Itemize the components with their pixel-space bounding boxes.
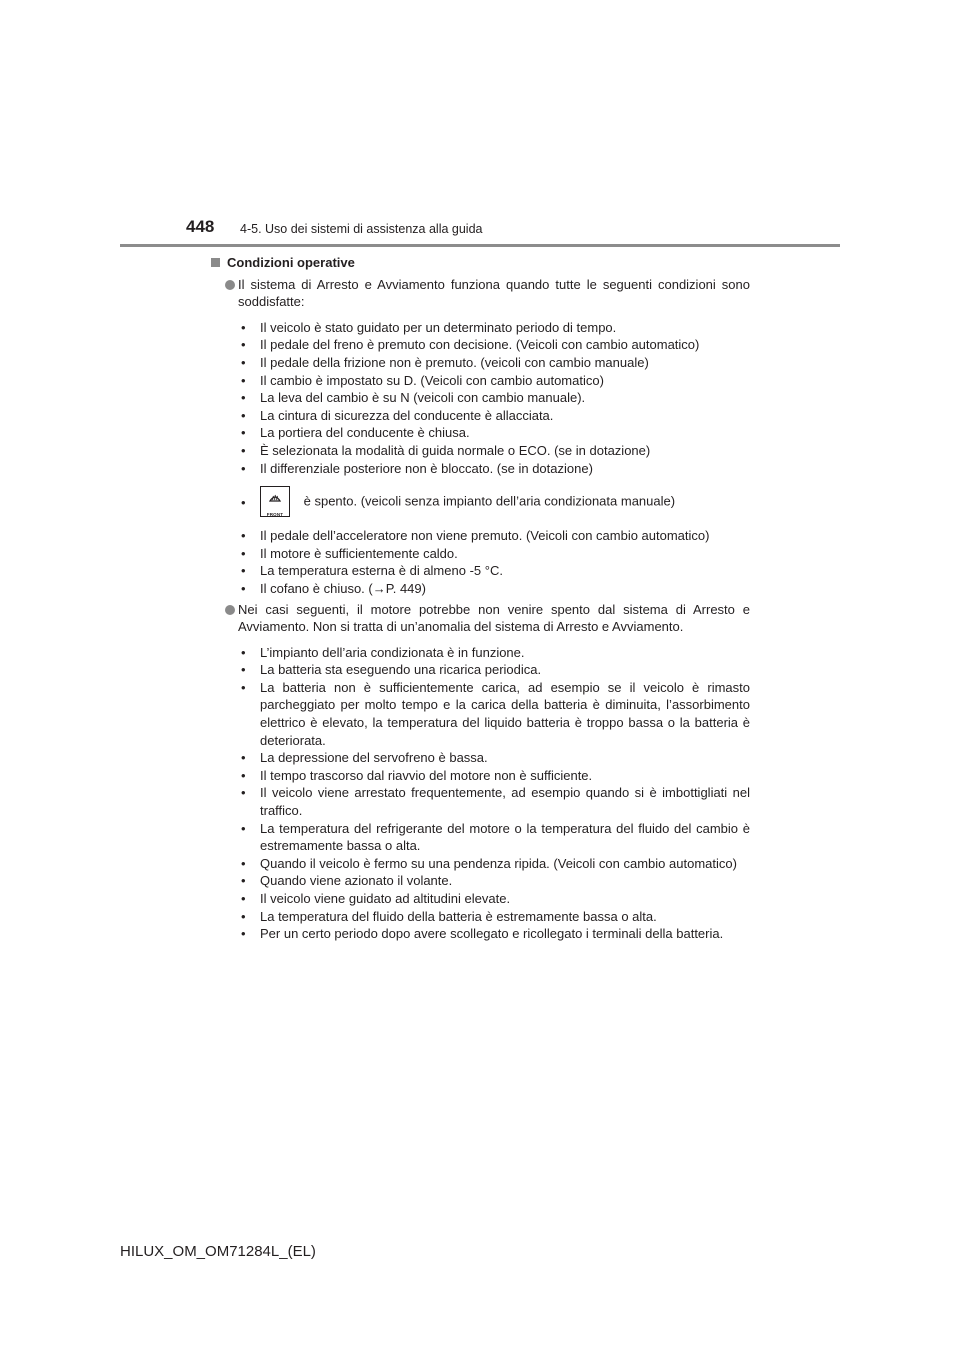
list-item: • Quando il veicolo è fermo su una pendenza ripida. (Veicoli con cambio automatico) — [241, 855, 737, 871]
list-item: • Il cofano è chiuso. (→P. 449) — [241, 580, 426, 596]
list-item: • Il veicolo è stato guidato per un determinato periodo di tempo. — [241, 319, 617, 335]
list-item: • Il pedale del freno è premuto con decisione. (Veicoli con cambio automatico) — [241, 337, 700, 353]
list-item: • La temperatura del fluido della batteria è estremamente bassa o alta. — [241, 908, 657, 924]
heading-text: Condizioni operative — [227, 255, 355, 270]
list-item: • La leva del cambio è su N (veicoli con cambio manuale). — [241, 390, 586, 406]
page-number: 448 — [186, 217, 215, 236]
list-item: • Il motore è sufficientemente caldo. — [241, 545, 458, 561]
list-item: • La cintura di sicurezza del conducente è allacciata. — [241, 407, 554, 423]
list-item: • La temperatura del refrigerante del motore o la temperatura del fluido del cambio è estremamente bassa o alta. — [241, 820, 750, 854]
list-item: • La portiera del conducente è chiusa. — [241, 425, 470, 441]
document-code: HILUX_OM_OM71284L_(EL) — [120, 1243, 316, 1260]
circle-bullet-icon — [225, 605, 235, 615]
list-item: • Il veicolo viene arrestato frequentemente, ad esempio quando si è imbottigliati nel traffico. — [241, 785, 750, 819]
paragraph-text: Nei casi seguenti, il motore potrebbe non venire spento dal sistema di Arresto e Avviamento. Non si tratta di un’anomalia del sistema di Arresto e Avviamento. — [238, 601, 750, 635]
square-bullet-icon — [211, 258, 220, 267]
list-item: • Il cambio è impostato su D. (Veicoli con cambio automatico) — [241, 372, 604, 388]
list-item: • È selezionata la modalità di guida normale o ECO. (se in dotazione) — [241, 442, 651, 458]
list-item: • Il veicolo viene guidato ad altitudini elevate. — [241, 891, 511, 906]
front-defroster-icon: FRONT — [260, 486, 290, 517]
list-item: • Il differenziale posteriore non è bloccato. (se in dotazione) — [241, 460, 593, 476]
list-item: • L’impianto dell’aria condizionata è in funzione. — [241, 644, 525, 660]
list-item: • Per un certo periodo dopo avere scollegato e ricollegato i terminali della batteria. — [241, 926, 724, 942]
list-item: • Il tempo trascorso dal riavvio del motore non è sufficiente. — [241, 767, 593, 783]
list-item: • Quando viene azionato il volante. — [241, 873, 453, 889]
list-item: • Il pedale dell’acceleratore non viene premuto. (Veicoli con cambio automatico) — [241, 528, 710, 544]
header-rule — [120, 244, 840, 247]
list-item-defroster: • FRONT è spento. (veicoli senza impianto dell’aria condizionata manuale) — [210, 480, 750, 521]
list-item: • La depressione del servofreno è bassa. — [241, 750, 488, 766]
section-heading — [210, 254, 750, 272]
paragraph-text: Il sistema di Arresto e Avviamento funziona quando tutte le seguenti condizioni sono soddisfatte: — [238, 276, 750, 310]
circle-bullet-icon — [225, 280, 235, 290]
list-item: • La temperatura esterna è di almeno -5 °C. — [241, 563, 503, 579]
list-item: • La batteria sta eseguendo una ricarica periodica. — [241, 662, 542, 678]
page-content — [210, 254, 750, 946]
section-title: 4-5. Uso dei sistemi di assistenza alla guida — [240, 222, 483, 236]
paragraph-conditions — [210, 276, 750, 311]
conditions-list — [210, 319, 750, 598]
exceptions-list — [210, 644, 750, 943]
list-item: • La batteria non è sufficientemente carica, ad esempio se il veicolo è rimasto parcheggiato per molto tempo e la carica della batteria è diminuita, l’assorbimento elettrico è elevato, la temperatura del liquido batteria è troppo bassa o la batteria è deteriorata. — [241, 679, 750, 748]
paragraph-exceptions — [210, 601, 750, 636]
list-item: • Il pedale della frizione non è premuto. (veicoli con cambio manuale) — [241, 354, 649, 370]
